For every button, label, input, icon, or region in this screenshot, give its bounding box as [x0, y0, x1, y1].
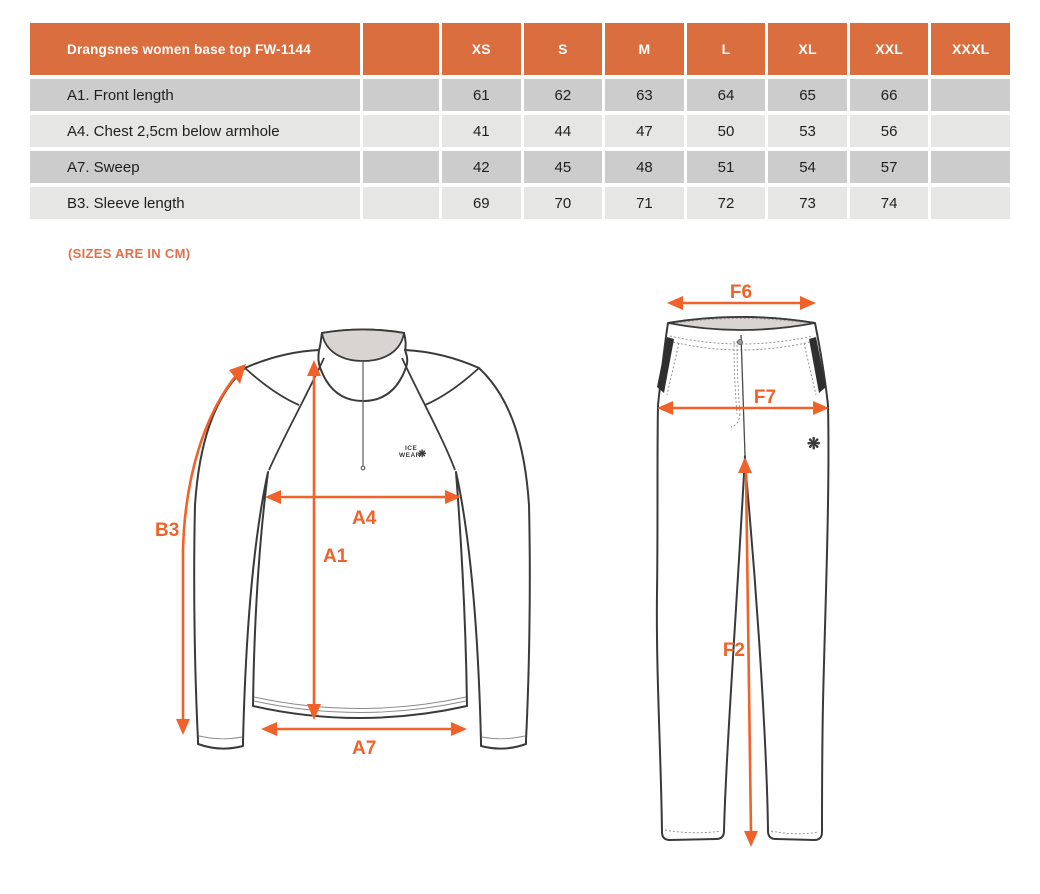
- size-value-cell: 57: [850, 151, 929, 183]
- icewear-logo-line2: WEAR: [399, 452, 421, 459]
- size-table: [30, 23, 1010, 219]
- size-header-m: M: [605, 23, 684, 75]
- a1-label: A1: [323, 546, 348, 567]
- f6-measure-arrow: [667, 283, 816, 310]
- pants-diagram: [645, 283, 845, 880]
- size-value-cell: 71: [605, 187, 684, 219]
- size-value-cell: [931, 115, 1010, 147]
- icewear-logo-line1: ICE: [405, 445, 418, 452]
- size-value-cell: [931, 187, 1010, 219]
- size-value-cell: 47: [605, 115, 684, 147]
- f2-label: F2: [722, 640, 745, 661]
- size-value-cell: 69: [442, 187, 521, 219]
- base-top-diagram: [155, 300, 565, 780]
- b3-label: B3: [155, 520, 180, 541]
- size-value-cell: 65: [768, 79, 847, 111]
- icewear-snowflake-icon: ❋: [418, 449, 427, 460]
- size-header-l: L: [687, 23, 766, 75]
- row-label: A7. Sweep: [30, 151, 360, 183]
- sizes-unit-note: (SIZES ARE IN CM): [68, 246, 191, 261]
- size-value-cell: 63: [605, 79, 684, 111]
- size-value-cell: [931, 151, 1010, 183]
- size-header-s: S: [524, 23, 603, 75]
- size-value-cell: 42: [442, 151, 521, 183]
- f6-label: F6: [729, 283, 753, 303]
- a4-label: A4: [352, 508, 377, 529]
- size-value-cell: [931, 79, 1010, 111]
- size-value-cell: 41: [442, 115, 521, 147]
- row-spacer-cell: [363, 151, 439, 183]
- table-title: Drangsnes women base top FW-1144: [30, 23, 360, 75]
- size-value-cell: 70: [524, 187, 603, 219]
- size-value-cell: 53: [768, 115, 847, 147]
- size-header-xl: XL: [768, 23, 847, 75]
- row-label: A1. Front length: [30, 79, 360, 111]
- row-spacer-cell: [363, 115, 439, 147]
- size-value-cell: 62: [524, 79, 603, 111]
- size-value-cell: 64: [687, 79, 766, 111]
- waist-button: [738, 340, 743, 345]
- size-value-cell: 50: [687, 115, 766, 147]
- a7-measure-arrow: [261, 722, 467, 759]
- size-value-cell: 73: [768, 187, 847, 219]
- size-value-cell: 56: [850, 115, 929, 147]
- size-value-cell: 66: [850, 79, 929, 111]
- header-spacer-cell: [363, 23, 439, 75]
- size-value-cell: 45: [524, 151, 603, 183]
- a7-label: A7: [352, 738, 377, 759]
- row-spacer-cell: [363, 79, 439, 111]
- size-value-cell: 54: [768, 151, 847, 183]
- size-value-cell: 61: [442, 79, 521, 111]
- row-label: B3. Sleeve length: [30, 187, 360, 219]
- size-header-xxl: XXL: [850, 23, 929, 75]
- size-value-cell: 74: [850, 187, 929, 219]
- base-top-outline: [194, 330, 530, 749]
- size-value-cell: 44: [524, 115, 603, 147]
- size-header-xs: XS: [442, 23, 521, 75]
- size-value-cell: 72: [687, 187, 766, 219]
- size-header-xxxl: XXXL: [931, 23, 1010, 75]
- row-label: A4. Chest 2,5cm below armhole: [30, 115, 360, 147]
- f7-label: F7: [753, 387, 777, 408]
- pants-snowflake-icon: ❋: [807, 436, 821, 453]
- row-spacer-cell: [363, 187, 439, 219]
- size-value-cell: 48: [605, 151, 684, 183]
- size-value-cell: 51: [687, 151, 766, 183]
